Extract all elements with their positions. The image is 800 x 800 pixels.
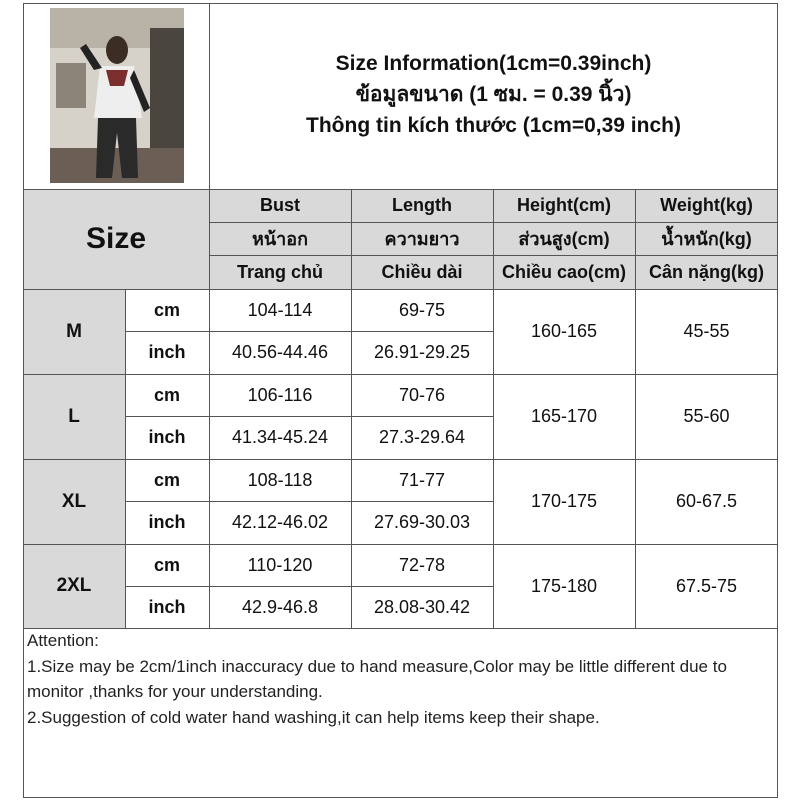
col-bust-en: Bust xyxy=(209,189,351,222)
attention-heading: Attention: xyxy=(27,631,99,650)
bust-inch-m: 40.56-44.46 xyxy=(231,342,329,362)
frame-right xyxy=(777,3,778,798)
hline xyxy=(23,189,778,190)
height-m: 160-165 xyxy=(530,321,598,341)
title-thai: ข้อมูลขนาด (1 ซม. = 0.39 นิ้ว) xyxy=(355,83,632,106)
size-label-xl: XL xyxy=(23,459,125,544)
unit-cm: cm xyxy=(153,384,180,405)
bust-cm-m: 104-114 xyxy=(247,299,313,320)
bust-inch-2xl: 42.9-46.8 xyxy=(241,596,319,617)
unit-inch: inch xyxy=(148,342,186,362)
model-photo xyxy=(50,8,184,183)
frame-bottom xyxy=(23,797,778,798)
unit-cm: cm xyxy=(153,469,180,490)
hline xyxy=(125,331,493,332)
photo-divider xyxy=(209,3,210,189)
col-length-th: ความยาว xyxy=(351,222,493,255)
hline xyxy=(125,586,493,587)
weight-m: 45-55 xyxy=(683,321,730,341)
col-weight-th: น้ำหนัก(kg) xyxy=(635,222,778,255)
size-header-label: Size xyxy=(85,222,147,255)
bust-cm-xl: 108-118 xyxy=(247,469,313,490)
length-cm-2xl: 72-78 xyxy=(398,554,446,575)
height-l: 165-170 xyxy=(530,406,598,426)
unit-inch: inch xyxy=(148,512,186,532)
vline xyxy=(209,189,210,628)
hline xyxy=(23,374,778,375)
unit-cm: cm xyxy=(153,554,180,575)
length-inch-m: 26.91-29.25 xyxy=(373,342,471,362)
unit-inch: inch xyxy=(148,427,186,447)
title-vietnamese: Thông tin kích thước (1cm=0,39 inch) xyxy=(306,114,681,137)
col-height-th: ส่วนสูง(cm) xyxy=(493,222,635,255)
size-label-2xl: 2XL xyxy=(23,544,125,628)
hline xyxy=(23,544,778,545)
frame-left xyxy=(23,3,24,798)
hline xyxy=(23,289,778,290)
weight-2xl: 67.5-75 xyxy=(675,575,738,596)
size-label-m: M xyxy=(23,289,125,374)
weight-l: 55-60 xyxy=(683,406,730,426)
attention-note-2: 2.Suggestion of cold water hand washing,it can help items keep their shape. xyxy=(27,707,600,727)
height-xl: 170-175 xyxy=(530,491,598,511)
length-inch-2xl: 28.08-30.42 xyxy=(373,596,471,617)
attention-note-1: 1.Size may be 2cm/1inch inaccuracy due to hand measure,Color may be little different due to monitor ,thanks for your understanding. xyxy=(27,656,727,701)
col-bust-th: หน้าอก xyxy=(209,222,351,255)
hline xyxy=(125,501,493,502)
length-inch-xl: 27.69-30.03 xyxy=(373,512,471,532)
col-weight-en: Weight(kg) xyxy=(635,189,778,222)
photo-illustration xyxy=(50,8,184,183)
vline xyxy=(493,189,494,628)
length-cm-m: 69-75 xyxy=(398,299,446,320)
length-cm-xl: 71-77 xyxy=(398,469,446,490)
title-english: Size Information(1cm=0.39inch) xyxy=(335,52,652,75)
bust-cm-l: 106-116 xyxy=(247,384,313,405)
col-length-en: Length xyxy=(351,189,493,222)
attention-notes xyxy=(27,628,767,730)
hline xyxy=(125,416,493,417)
hline xyxy=(23,459,778,460)
unit-cm: cm xyxy=(153,299,180,320)
col-length-vi: Chiều dài xyxy=(351,255,493,289)
bust-inch-l: 41.34-45.24 xyxy=(231,427,329,447)
size-label-l: L xyxy=(23,374,125,459)
vline xyxy=(635,189,636,628)
bust-cm-2xl: 110-120 xyxy=(247,554,313,575)
title-block xyxy=(209,48,778,141)
bust-inch-xl: 42.12-46.02 xyxy=(231,512,329,532)
col-bust-vi: Trang chủ xyxy=(209,255,351,289)
length-inch-l: 27.3-29.64 xyxy=(378,427,466,447)
weight-xl: 60-67.5 xyxy=(675,491,738,511)
col-height-en: Height(cm) xyxy=(493,189,635,222)
length-cm-l: 70-76 xyxy=(398,384,446,405)
height-2xl: 175-180 xyxy=(530,575,598,596)
vline xyxy=(351,189,352,628)
vline xyxy=(125,289,126,628)
col-weight-vi: Cân nặng(kg) xyxy=(635,255,778,289)
col-height-vi: Chiều cao(cm) xyxy=(493,255,635,289)
size-header xyxy=(23,189,209,289)
frame-top xyxy=(23,3,778,4)
unit-inch: inch xyxy=(148,596,186,617)
